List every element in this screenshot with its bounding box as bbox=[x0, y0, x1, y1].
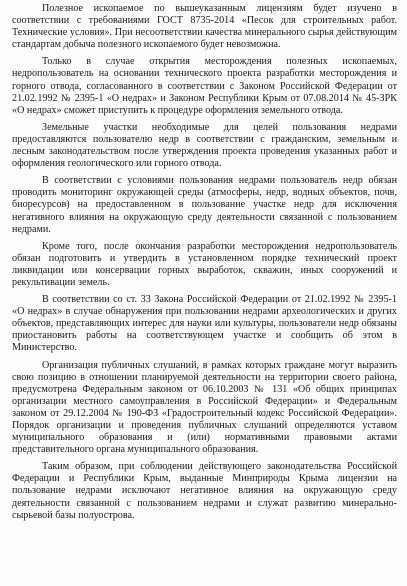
paragraph-archaeological-finds: В соответствии со ст. 33 Закона Российской Федерации от 21.02.1992 № 2395-1 «О недрах» в случае обнаружения при пользовании недрами археологических и других объектов, представляющих интерес для науки или культуры, пользователи недр обязаны приостановить работы на соответствующем участке и сообщить об этом в Министерство. bbox=[12, 294, 397, 354]
paragraph-conclusion: Таким образом, при соблюдении действующего законодательства Российской Федерации и Республики Крым, выданные Минприроды Крыма лицензии на пользование недрами исключают негативное влияния на окружающую среду деятельности связанной с пользованием недрами и служат развитию минерально-сырьевой базы полуострова. bbox=[12, 461, 397, 521]
paragraph-land-plots: Земельные участки необходимые для целей пользования недрами предоставляются пользователю недр в соответствии с гражданским, земельным и лесным законодательством после утверждения проекта проведения указанных работ и оформления геологического или горного отвода. bbox=[12, 121, 397, 170]
paragraph-liquidation-project: Кроме того, после окончания разработки месторождения недропользователь обязан подготовить и утвердить в установленном порядке технический проект ликвидации или консервации горных выработок, скважин, иных сооружений и рекультивации земель. bbox=[12, 240, 397, 288]
paragraph-deposit-discovery: Только в случае открытия месторождения полезных ископаемых, недропользователь на основании технического проекта разработки месторождения и горного отвода, согласованного в соответствии с Законом Российской Федерации от 21.02.1992 № 2395-1 «О недрах» и Законом Республики Крым от 07.08.2014 № 45-ЗРК «О недрах» сможет приступить к процедуре оформления земельного отвода. bbox=[12, 56, 397, 116]
paragraph-mineral-quality: Полезное ископаемое по вышеуказанным лицензиям будет изучено в соответствии с требованиями ГОСТ 8735-2014 «Песок для строительных работ. Технические условия». При несоответствии качества минерального сырья действующим стандартам добыча полезного ископаемого будет невозможна. bbox=[12, 3, 397, 51]
paragraph-public-hearings: Организация публичных слушаний, в рамках которых граждане могут выразить свою позицию в отношении планируемой деятельности на территории своего района, предусмотрена Федеральным законом от 06.10.2003 № 131 «Об общих принципах организации местного самоуправления в Российской Федерации» и Федеральным законом от 29.12.2004 № 190-ФЗ «Градостроительный кодекс Российской Федерации». Порядок организации и проведения публичных слушаний определяются уставом муниципального образования и (или) нормативными правовыми актами представительного органа муниципального образования. bbox=[12, 359, 397, 456]
paragraph-environmental-monitoring: В соответствии с условиями пользования недрами пользователь недр обязан проводить мониторинг окружающей среды (атмосферы, недр, водных объектов, почв, биоресурсов) на предоставленном в пользование участке недр для исключения негативного влияния на окружающую среду деятельности связанной с пользованием недрами. bbox=[12, 175, 397, 235]
